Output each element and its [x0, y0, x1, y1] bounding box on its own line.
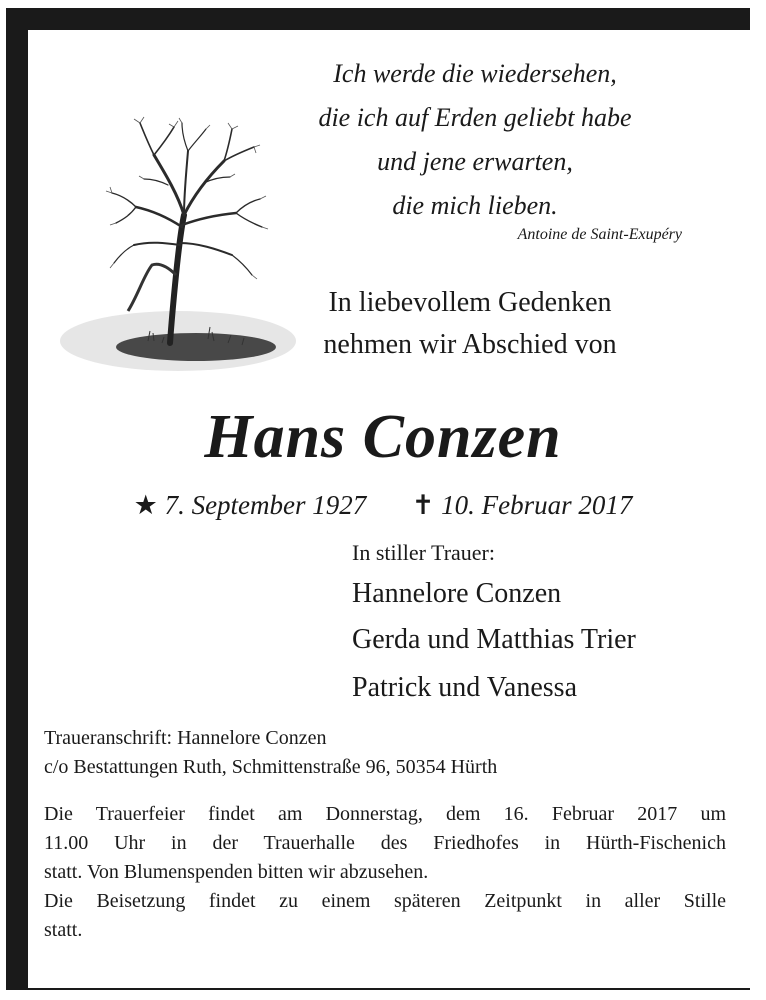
notice-line: 11.00 Uhr in der Trauerhalle des Friedhofes in Hürth-Fischenich: [44, 832, 726, 854]
notice-line: statt.: [44, 919, 83, 941]
memorial-intro-line: In liebevollem Gedenken: [328, 287, 612, 318]
tree-illustration-icon: [58, 115, 298, 375]
mourning-address: [44, 724, 497, 782]
notice-line: statt. Von Blumenspenden bitten wir abzusehen.: [44, 861, 429, 883]
memorial-intro-line: nehmen wir Abschied von: [323, 329, 617, 360]
tree-branches: [112, 123, 262, 275]
mourner-name: Gerda und Matthias Trier: [352, 624, 636, 655]
funeral-notice: [44, 800, 726, 945]
address-line: Traueranschrift: Hannelore Conzen: [44, 727, 327, 749]
death-date: 10. Februar 2017: [441, 490, 633, 520]
birth-date: 7. September 1927: [164, 490, 367, 520]
quote-line: die ich auf Erden geliebt habe: [318, 103, 632, 132]
quote-line: die mich lieben.: [392, 191, 558, 220]
deceased-name: Hans Conzen: [204, 403, 562, 471]
cross-icon: ✝: [411, 490, 435, 520]
quote-line: und jene erwarten,: [377, 147, 573, 176]
star-icon: ★: [133, 490, 158, 520]
mourner-name: Patrick und Vanessa: [352, 672, 577, 703]
notice-line: Die Trauerfeier findet am Donnerstag, dem 16. Februar 2017 um: [44, 803, 726, 825]
memorial-intro: [270, 282, 670, 366]
mourners-heading: In stiller Trauer:: [352, 540, 495, 565]
tree-side-trunk: [128, 264, 176, 311]
quote-author: Antoine de Saint-Exupéry: [517, 226, 682, 243]
quote-line: Ich werde die wiedersehen,: [333, 59, 617, 88]
quote-block: [270, 52, 680, 228]
life-dates: [0, 490, 766, 521]
address-line: c/o Bestattungen Ruth, Schmittenstraße 96, 50354 Hürth: [44, 756, 498, 778]
ground-haze: [60, 311, 296, 371]
tree-twigs: [106, 117, 268, 279]
mourner-name: Hannelore Conzen: [352, 578, 562, 609]
notice-line: Die Beisetzung findet zu einem späteren Zeitpunkt in aller Stille: [44, 890, 726, 912]
